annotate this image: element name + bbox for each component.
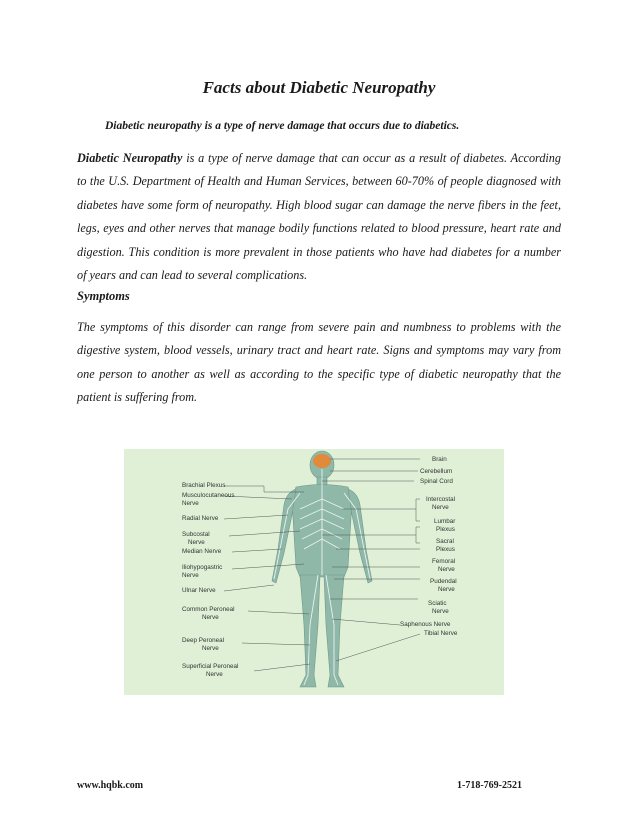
right-labels [400,456,458,637]
brain-shape [313,454,331,468]
nervous-system-diagram [124,449,504,695]
label-intercostal: Intercostal [426,496,456,503]
label-lumbar: Lumbar [434,518,456,525]
label-cerebellum: Cerebellum [420,468,453,475]
label-ulnar-nerve: Ulnar Nerve [182,587,216,594]
label-musculocutaneous-nerve: Nerve [182,500,199,507]
label-subcostal-nerve: Nerve [188,539,205,546]
label-tibial-nerve: Tibial Nerve [424,630,458,637]
label-common-peroneal-nerve: Nerve [202,614,219,621]
label-spinal-cord: Spinal Cord [420,478,453,485]
label-pudendal-nerve: Nerve [438,586,455,593]
label-common-peroneal: Common Peroneal [182,606,235,613]
label-sacral-plexus: Plexus [436,546,455,553]
label-pudendal: Pudendal [430,578,457,585]
label-iliohypogastric-nerve: Nerve [182,572,199,579]
symptoms-heading: Symptoms [77,289,130,303]
label-saphenous-nerve: Saphenous Nerve [400,621,451,628]
intro-paragraph [77,147,561,287]
symptoms-paragraph: The symptoms of this disorder can range from severe pain and numbness to problems with the digestive system, blood vessels, urinary tract and heart rate. Signs and symptoms may vary from one person to another as well as according to the specific type of diabetic neuropathy that the patient is suffering from. [77,320,561,405]
label-brain: Brain [432,456,447,463]
page-subtitle: Diabetic neuropathy is a type of nerve damage that occurs due to diabetics. [105,120,460,132]
intro-bold-term: Diabetic Neuropathy [77,151,183,165]
label-lumbar-plexus: Plexus [436,526,455,533]
label-brachial-plexus: Brachial Plexus [182,482,226,489]
label-median-nerve: Median Nerve [182,548,222,555]
label-deep-peroneal-nerve: Nerve [202,645,219,652]
label-iliohypogastric: Iliohypogastric [182,564,223,571]
label-radial-nerve: Radial Nerve [182,515,219,522]
footer-phone: 1-718-769-2521 [457,780,522,791]
label-intercostal-nerve: Nerve [432,504,449,511]
page-title: Facts about Diabetic Neuropathy [202,78,436,97]
left-labels [182,482,238,678]
intro-text: is a type of nerve damage that can occur as a result of diabetes. According to the U.S. Department of Health and Human Services, between 60-70% of people diagnosed with diabetes have some form of neuropathy. High blood sugar can damage the nerve fibers in the feet, legs, eyes and other nerves that manage bodily functions related to blood pressure, heart rate and digestion. This condition is more prevalent in those patients who have had diabetes for a number of years and can lead to several complications. [77,151,561,283]
label-sciatic-nerve: Nerve [432,608,449,615]
label-superficial-peroneal-nerve: Nerve [206,671,223,678]
label-femoral: Femoral [432,558,456,565]
label-sacral: Sacral [436,538,454,545]
label-subcostal: Subcostal [182,531,210,538]
label-musculocutaneous: Musculocutaneous [182,492,235,499]
nervous-system-figure [124,449,504,695]
label-femoral-nerve: Nerve [438,566,455,573]
footer-website: www.hqbk.com [77,780,144,791]
label-superficial-peroneal: Superficial Peroneal [182,663,239,670]
label-deep-peroneal: Deep Peroneal [182,637,225,644]
label-sciatic: Sciatic [428,600,447,607]
